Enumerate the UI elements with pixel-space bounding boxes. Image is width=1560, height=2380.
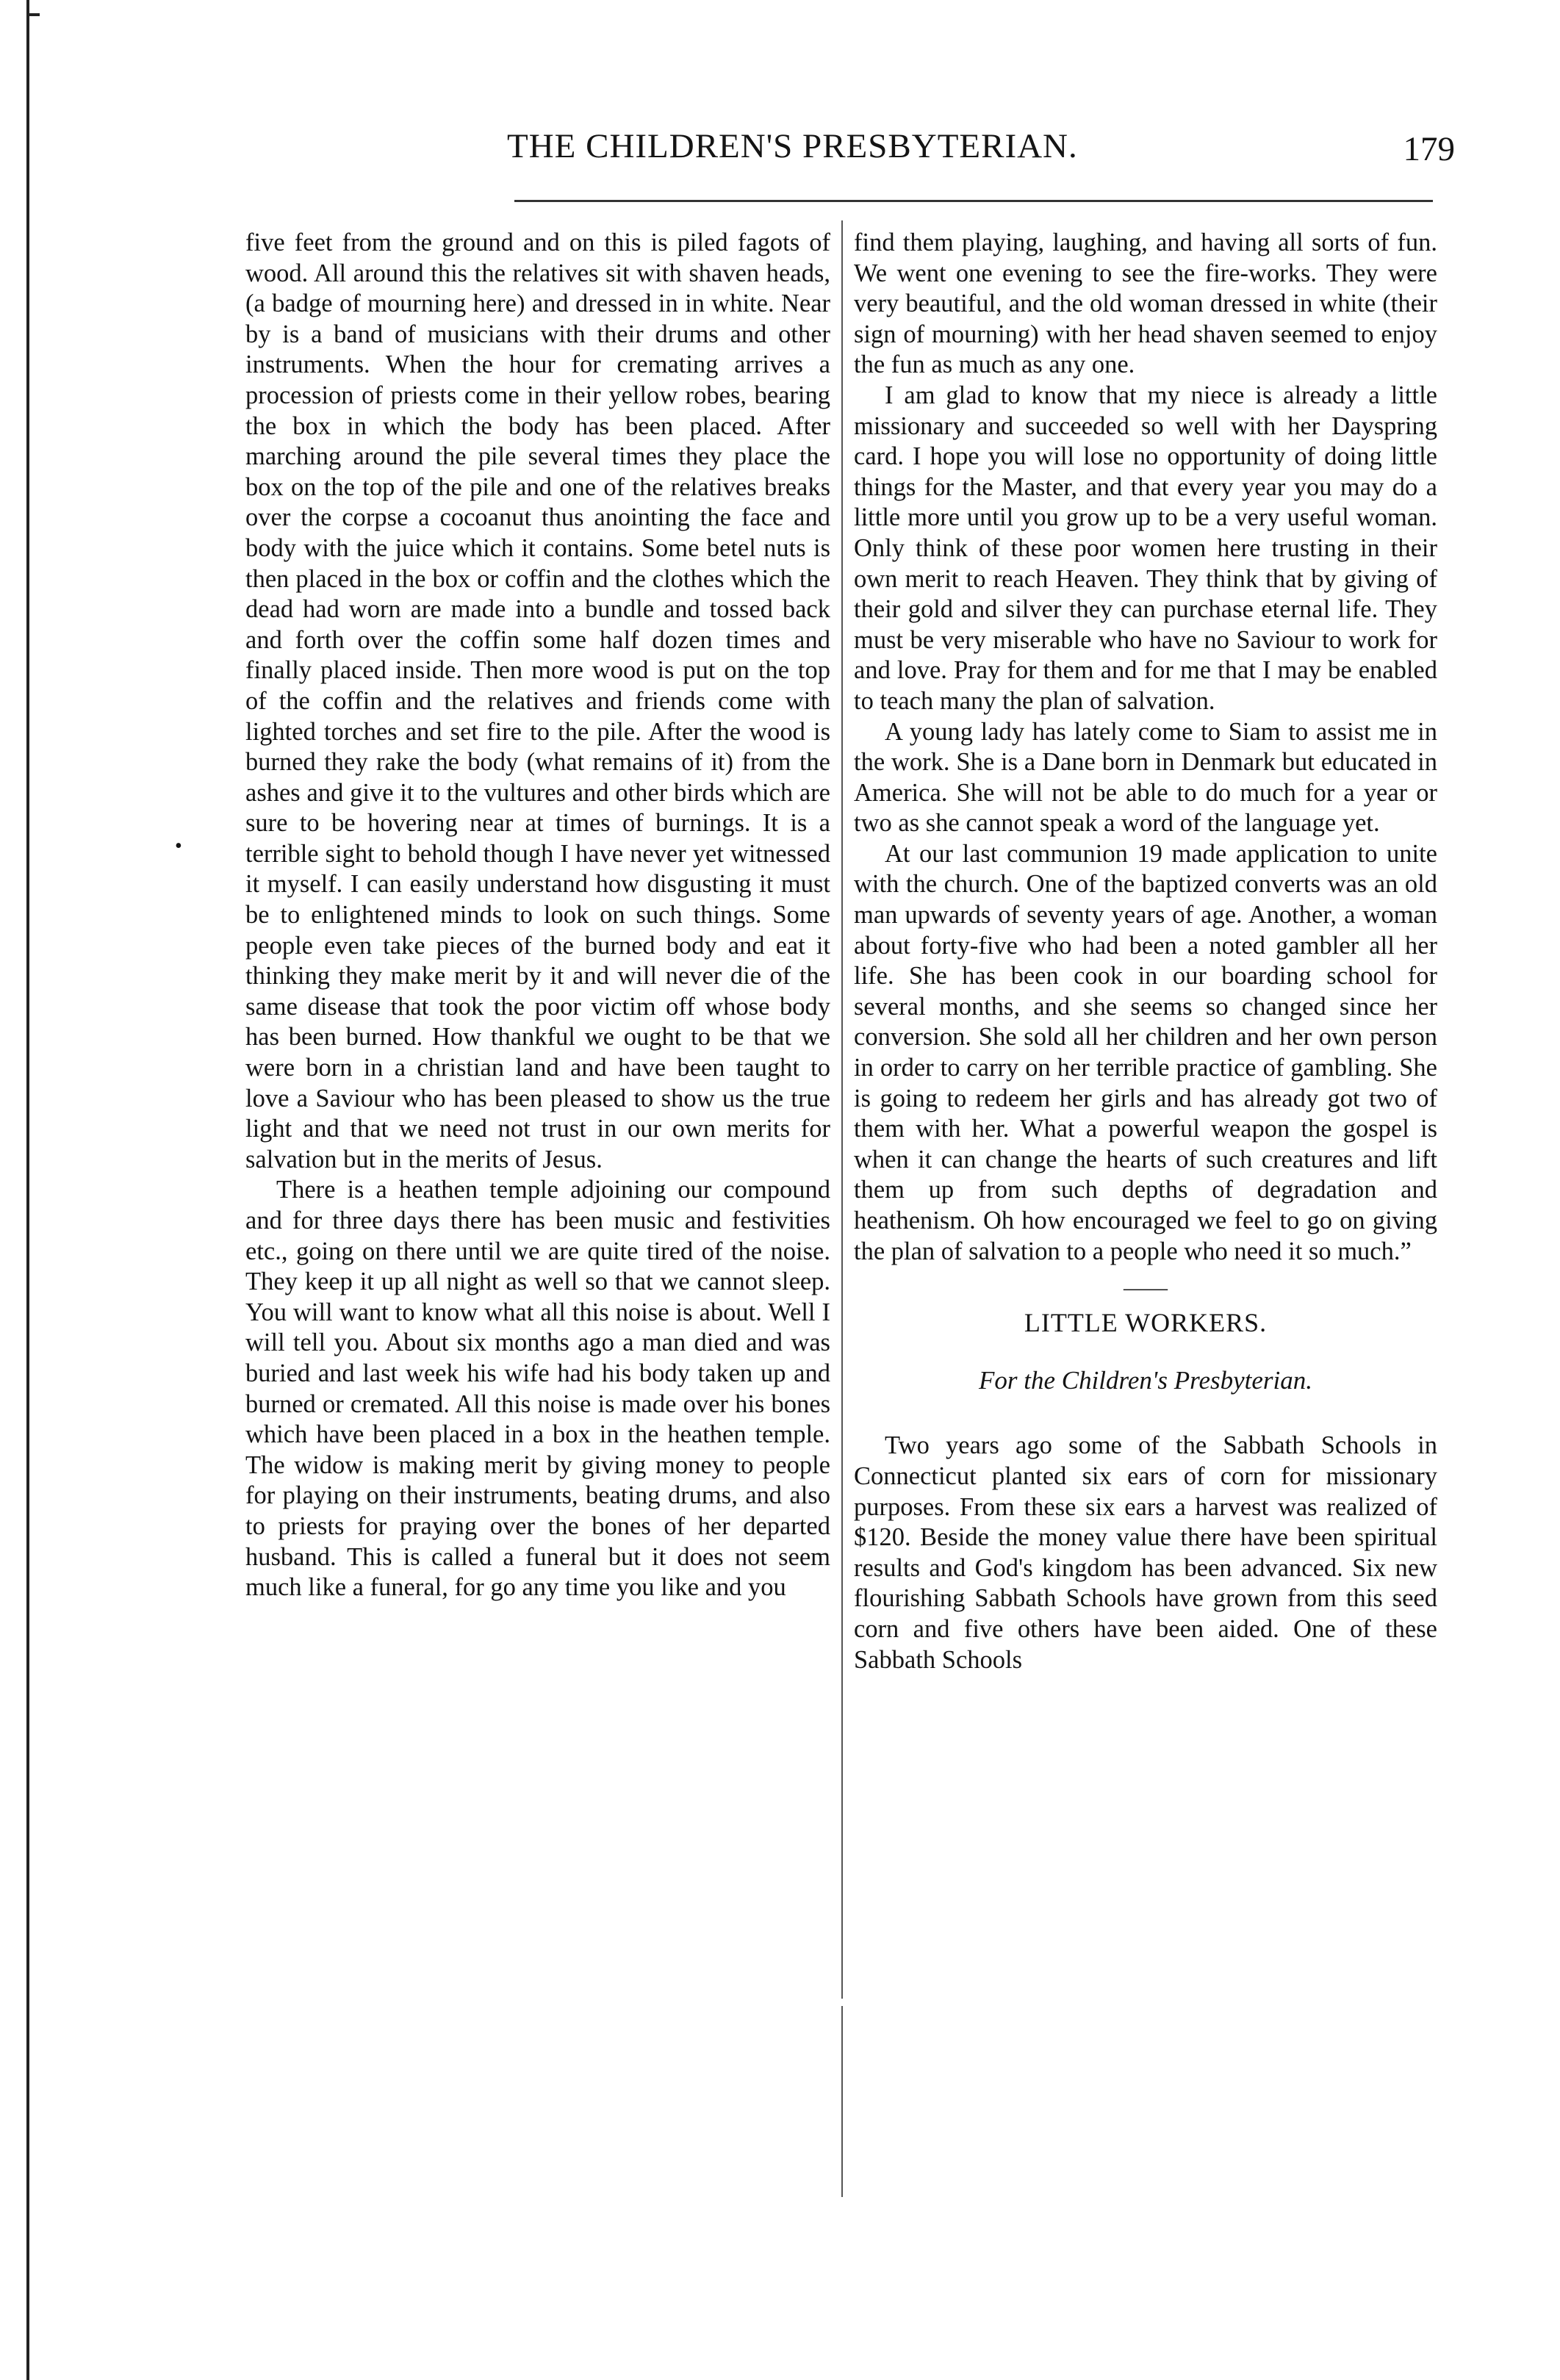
margin-mark: • — [175, 835, 182, 858]
left-paragraph-2: There is a heathen temple adjoining our compound and for three days there has been music and festivities etc., going on there until we are quite tired of the noise. They keep it up all night as well so that we cannot sleep. You will want to know what all this noise is about. Well I will tell you. About six months ago a man died and was buried and last week his wife had his body taken up and burned or cremated. All this noise is made over his bones which have been placed in a box in the heathen temple. The widow is making merit by giving money to people for playing on their instruments, beating drums, and also to priests for praying over the bones of her departed husband. This is called a funeral but it does not seem much like a funeral, for go any time you like and you — [245, 1176, 830, 1602]
page-number: 179 — [1403, 130, 1455, 168]
right-paragraph-3: A young lady has lately come to Siam to assist me in the work. She is a Dane born in Denmark but educated in America. She will not be able to do much for a year or two as she cannot speak a word of the language yet. — [854, 717, 1437, 838]
section-break-rule: —— — [1124, 1276, 1168, 1301]
left-column — [245, 228, 830, 1603]
column-divider — [841, 220, 843, 1999]
column-divider-lower — [841, 2006, 843, 2197]
header-rule — [514, 200, 1433, 202]
page-left-edge-rule — [26, 0, 29, 2380]
right-paragraph-5: Two years ago some of the Sabbath Schools in Connecticut planted six ears of corn for missionary purposes. From these six ears a harvest was realized of $120. Beside the money value there have been spiritual results and God's kingdom has been advanced. Six new flourishing Sabbath Schools have grown from this seed corn and five others have been aided. One of these Sabbath Schools — [854, 1431, 1437, 1674]
section-byline: For the Children's Presbyterian. — [978, 1365, 1312, 1395]
page-corner-mark — [26, 13, 40, 16]
running-title: THE CHILDREN'S PRESBYTERIAN. — [507, 127, 1078, 165]
left-paragraph-1: five feet from the ground and on this is piled fagots of wood. All around this the relatives sit with shaven heads, (a badge of mourning here) and dressed in in white. Near by is a band of musicians with their drums and other instruments. When the hour for cremating arrives a procession of priests come in their yellow robes, bearing the box in which the body has been placed. After marching around the pile several times they place the box on the top of the pile and one of the relatives breaks over the corpse a cocoanut thus anointing the face and body with the juice which it contains. Some betel nuts is then placed in the box or coffin and the clothes which the dead had worn are made into a bundle and tossed back and forth over the coffin some half dozen times and finally placed inside. Then more wood is put on the top of the coffin and the relatives and friends come with lighted torches and set fire to the pile. After the wood is burned they rake the body (what remains of it) from the ashes and give it to the vultures and other birds which are sure to be hovering near at times of burnings. It is a terrible sight to behold though I have never yet witnessed it myself. I can easily understand how disgusting it must be to enlightened minds to look on such things. Some people even take pieces of the burned body and eat it thinking they make merit by it and will never die of the same disease that took the poor victim off whose body has been burned. How thankful we ought to be that we were born in a christian land and have been taught to love a Saviour who has been pleased to show us the true light and that we need not trust in our own merits for salvation but in the merits of Jesus. — [245, 229, 830, 1173]
right-paragraph-2: I am glad to know that my niece is already a little missionary and succeeded so well with her Dayspring card. I hope you will lose no opportunity of doing little things for the Master, and that every year you may do a little more until you grow up to be a very useful woman. Only think of these poor women here trusting in their own merit to reach Heaven. They think that by giving of their gold and silver they can purchase eternal life. They must be very miserable who have no Saviour to work for and love. Pray for them and for me that I may be enabled to teach many the plan of salvation. — [854, 381, 1437, 715]
section-title: LITTLE WORKERS. — [1024, 1308, 1268, 1338]
page-header — [242, 126, 1455, 178]
right-paragraph-1: find them playing, laughing, and having all sorts of fun. We went one evening to see the fire-works. They were very beautiful, and the old woman dressed in white (their sign of mourning) with her head shaven seemed to enjoy the fun as much as any one. — [854, 229, 1437, 379]
right-paragraph-4: At our last communion 19 made application to unite with the church. One of the baptized converts was an old man upwards of seventy years of age. Another, a woman about forty-five who had been a noted gambler all her life. She has been cook in our boarding school for several months, and she seems so changed since her conversion. She sold all her children and her own person in order to carry on her terrible practice of gambling. She is going to redeem her girls and has already got two of them with her. What a powerful weapon the gospel is when it can change the hearts of such creatures and lift them up from such depths of degradation and heathenism. Oh how encouraged we feel to go on giving the plan of salvation to a people who need it so much.” — [854, 839, 1437, 1265]
right-column — [854, 228, 1437, 1675]
